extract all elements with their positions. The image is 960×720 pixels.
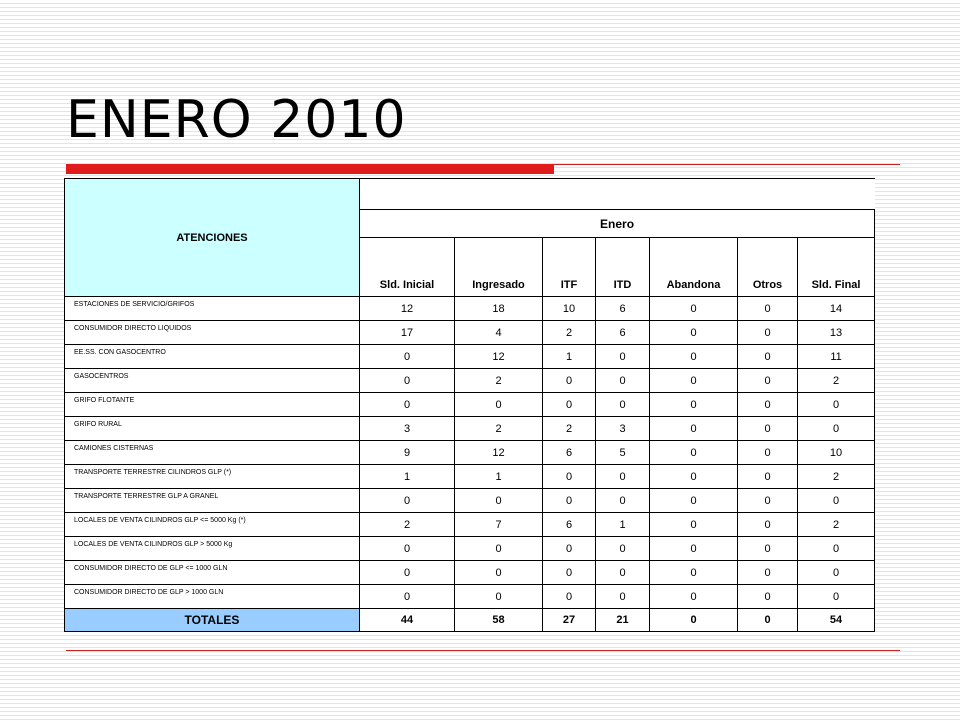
table-cell: 0 [650, 369, 738, 393]
row-label: LOCALES DE VENTA CILINDROS GLP <= 5000 Kg (*) [65, 513, 360, 537]
table-row [65, 321, 875, 345]
table-cell: 0 [596, 369, 650, 393]
table-cell: 0 [798, 417, 875, 441]
table-cell: 10 [798, 441, 875, 465]
row-label: CONSUMIDOR DIRECTO DE GLP > 1000 GLN [65, 585, 360, 609]
row-label: LOCALES DE VENTA CILINDROS GLP > 5000 Kg [65, 537, 360, 561]
table-cell: 0 [455, 393, 543, 417]
table-cell: 12 [455, 345, 543, 369]
table-cell: 0 [360, 369, 455, 393]
table-cell: 0 [455, 537, 543, 561]
table-cell: 3 [360, 417, 455, 441]
table-cell: 1 [543, 345, 596, 369]
table-cell: 6 [543, 441, 596, 465]
table-cell: 0 [596, 537, 650, 561]
table-row [65, 441, 875, 465]
table-cell: 0 [798, 585, 875, 609]
table-cell: 1 [455, 465, 543, 489]
table-row [65, 369, 875, 393]
month-header: Enero [360, 210, 875, 238]
table-cell: 0 [650, 465, 738, 489]
table-cell: 0 [650, 297, 738, 321]
table-cell: 0 [650, 417, 738, 441]
table-cell: 1 [596, 513, 650, 537]
totals-cell: 44 [360, 609, 455, 632]
table-cell: 2 [543, 417, 596, 441]
table-cell: 14 [798, 297, 875, 321]
table-cell: 0 [360, 561, 455, 585]
table-cell: 0 [596, 345, 650, 369]
row-label: CAMIONES CISTERNAS [65, 441, 360, 465]
row-label: ESTACIONES DE SERVICIO/GRIFOS [65, 297, 360, 321]
table-cell: 12 [360, 297, 455, 321]
totals-cell: 21 [596, 609, 650, 632]
table-cell: 0 [738, 321, 798, 345]
table-cell: 0 [360, 345, 455, 369]
table-cell: 9 [360, 441, 455, 465]
table-cell: 0 [650, 393, 738, 417]
table-cell: 0 [738, 369, 798, 393]
table-cell: 0 [360, 489, 455, 513]
table-row [65, 297, 875, 321]
row-label: GRIFO FLOTANTE [65, 393, 360, 417]
table-cell: 12 [455, 441, 543, 465]
table-cell: 0 [543, 393, 596, 417]
table-cell: 18 [455, 297, 543, 321]
totals-label: TOTALES [65, 609, 360, 632]
table-cell: 5 [596, 441, 650, 465]
table-cell: 0 [596, 393, 650, 417]
table-cell: 2 [798, 465, 875, 489]
column-header: Abandona [650, 238, 738, 297]
row-label: TRANSPORTE TERRESTRE GLP A GRANEL [65, 489, 360, 513]
table-row [65, 537, 875, 561]
table-row [65, 561, 875, 585]
table-cell: 0 [360, 537, 455, 561]
table-cell: 0 [798, 537, 875, 561]
table-cell: 2 [455, 417, 543, 441]
table-cell: 0 [650, 489, 738, 513]
table-cell: 2 [798, 513, 875, 537]
totals-cell: 0 [650, 609, 738, 632]
table-cell: 0 [738, 297, 798, 321]
header-spacer [360, 179, 875, 210]
row-label: TRANSPORTE TERRESTRE CILINDROS GLP (*) [65, 465, 360, 489]
table-row [65, 345, 875, 369]
table-cell: 0 [543, 369, 596, 393]
table-cell: 0 [360, 585, 455, 609]
footer-rule [66, 650, 900, 651]
table-cell: 10 [543, 297, 596, 321]
atenciones-table [64, 178, 875, 632]
table-cell: 2 [543, 321, 596, 345]
table-cell: 13 [798, 321, 875, 345]
table-cell: 1 [360, 465, 455, 489]
table-cell: 6 [543, 513, 596, 537]
table-cell: 6 [596, 297, 650, 321]
table-cell: 0 [738, 585, 798, 609]
row-label: GASOCENTROS [65, 369, 360, 393]
table-cell: 7 [455, 513, 543, 537]
table-cell: 0 [738, 345, 798, 369]
table-cell: 3 [596, 417, 650, 441]
table-cell: 0 [738, 417, 798, 441]
table-row [65, 585, 875, 609]
totals-cell: 54 [798, 609, 875, 632]
table-cell: 0 [738, 465, 798, 489]
table-cell: 0 [798, 489, 875, 513]
table-cell: 0 [650, 537, 738, 561]
table-row [65, 489, 875, 513]
table-cell: 17 [360, 321, 455, 345]
table-row [65, 417, 875, 441]
table-cell: 4 [455, 321, 543, 345]
table-cell: 0 [650, 585, 738, 609]
table-cell: 0 [650, 513, 738, 537]
table-cell: 0 [650, 441, 738, 465]
table-cell: 0 [543, 537, 596, 561]
totals-cell: 27 [543, 609, 596, 632]
row-label: GRIFO RURAL [65, 417, 360, 441]
table-cell: 2 [360, 513, 455, 537]
table-cell: 0 [360, 393, 455, 417]
table-cell: 0 [543, 585, 596, 609]
table-cell: 0 [738, 561, 798, 585]
table-cell: 0 [798, 393, 875, 417]
column-header: Otros [738, 238, 798, 297]
table-cell: 0 [650, 561, 738, 585]
table-row [65, 465, 875, 489]
column-header: Sld. Inicial [360, 238, 455, 297]
table-cell: 0 [596, 585, 650, 609]
totals-row [65, 609, 875, 632]
table-cell: 0 [543, 561, 596, 585]
table-cell: 0 [738, 393, 798, 417]
slide-title: ENERO 2010 [66, 90, 407, 150]
table-cell: 2 [798, 369, 875, 393]
table-cell: 2 [455, 369, 543, 393]
row-label: CONSUMIDOR DIRECTO DE GLP <= 1000 GLN [65, 561, 360, 585]
table-cell: 0 [650, 345, 738, 369]
title-accent-bar [66, 164, 554, 174]
table-cell: 0 [738, 513, 798, 537]
table-cell: 6 [596, 321, 650, 345]
table-cell: 0 [738, 537, 798, 561]
table-row [65, 513, 875, 537]
table-cell: 0 [596, 465, 650, 489]
table-cell: 0 [596, 489, 650, 513]
row-label: EE.SS. CON GASOCENTRO [65, 345, 360, 369]
table-row [65, 393, 875, 417]
table-cell: 0 [798, 561, 875, 585]
column-header: Sld. Final [798, 238, 875, 297]
table-cell: 0 [738, 489, 798, 513]
column-header: Ingresado [455, 238, 543, 297]
column-header: ITF [543, 238, 596, 297]
totals-cell: 58 [455, 609, 543, 632]
table-cell: 0 [543, 489, 596, 513]
table-cell: 11 [798, 345, 875, 369]
totals-cell: 0 [738, 609, 798, 632]
table-cell: 0 [455, 561, 543, 585]
row-label: CONSUMIDOR DIRECTO LIQUIDOS [65, 321, 360, 345]
column-header: ITD [596, 238, 650, 297]
table-cell: 0 [650, 321, 738, 345]
table-cell: 0 [596, 561, 650, 585]
table-cell: 0 [455, 489, 543, 513]
table-cell: 0 [738, 441, 798, 465]
table-cell: 0 [455, 585, 543, 609]
atenciones-header: ATENCIONES [65, 179, 360, 297]
table-cell: 0 [543, 465, 596, 489]
